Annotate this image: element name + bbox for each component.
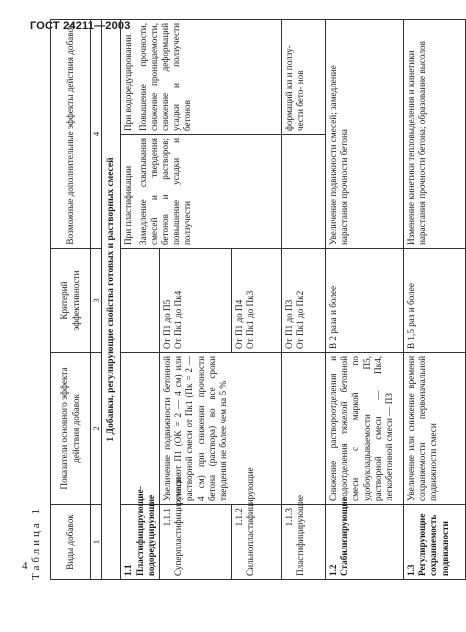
extra-effect-tail bbox=[282, 19, 326, 134]
section-row bbox=[102, 19, 121, 579]
criterion-cell bbox=[282, 249, 326, 353]
criterion-cell: В 2 раза и более bbox=[326, 249, 404, 353]
criterion-mortar: От Пк1 до Пк4 bbox=[173, 290, 184, 349]
table-caption: Таблица 1 bbox=[30, 505, 42, 580]
cell-empty bbox=[282, 135, 326, 249]
rotated-table-block bbox=[30, 20, 450, 580]
criterion-cell: В 1,5 раз и более bbox=[404, 249, 466, 353]
page-number: 4 bbox=[22, 560, 28, 572]
extra-effect-plasticization bbox=[121, 135, 282, 249]
cell-empty bbox=[121, 249, 160, 353]
group-type: 1.2 Стабилизирующие bbox=[326, 505, 404, 580]
table-row bbox=[282, 19, 326, 579]
table-row bbox=[404, 19, 466, 579]
criterion-cell bbox=[160, 249, 232, 353]
group-type: 1.3 Регулирующие сохраняемость подвижности bbox=[404, 505, 466, 580]
cell-empty bbox=[282, 353, 326, 505]
column-number: 3 bbox=[91, 249, 102, 353]
header-extra-effects: Возможные дополнительные эффекты действия добавок bbox=[51, 19, 91, 248]
column-number: 4 bbox=[91, 19, 102, 248]
criterion-concrete: От П1 до П4 bbox=[234, 299, 245, 349]
criterion-cell bbox=[232, 249, 282, 353]
extra-effect-text: Замедление схватывания смесей и твердения бетонов и растворов; повышение усадки и ползучести bbox=[137, 138, 193, 245]
extra-effect-heading: При пластификации bbox=[123, 165, 134, 245]
document-header: ГОСТ 24211—2003 bbox=[30, 20, 131, 32]
extra-effect-water-reduction bbox=[121, 19, 282, 134]
extra-effect-tail-line: ки и ползу- bbox=[284, 45, 295, 90]
criterion-mortar: От Пк1 до Пк2 bbox=[295, 290, 306, 349]
main-effect-text: Снижение раствороотделения и водоотделения тяжелой бетонной смеси с маркой по удобоукладываемости П5, растворной смеси — Пк4, легкобетонной смеси — П3 bbox=[326, 353, 404, 505]
header-criterion: Критерий эффективности bbox=[51, 249, 91, 353]
group-type: 1.1 Пластифицирующие-водоредуцирующие bbox=[121, 505, 160, 580]
criterion-mortar: От Пк1 до Пк3 bbox=[245, 290, 256, 349]
extra-effect-tail-line: нов bbox=[295, 70, 306, 85]
criterion-concrete: От П1 до П5 bbox=[162, 299, 173, 349]
extra-effect-tail-line: формаций bbox=[284, 91, 295, 131]
extra-effect-text: Повышение прочности, снижение проницаемости, снижение деформаций усадки и ползучести бетонов bbox=[137, 22, 193, 131]
subtype-name: 1.1.1 Суперпластифицирующие bbox=[160, 505, 232, 580]
main-effect-text: Увеличение или снижение времени сохраняемости первоначальной подвижности смеси bbox=[404, 353, 466, 505]
cell-empty bbox=[121, 353, 160, 505]
subtype-name: 1.1.3 Пластифицирующие bbox=[282, 505, 326, 580]
extra-effect-tail-line: чести бето- bbox=[295, 86, 306, 131]
table-row bbox=[121, 19, 160, 579]
extra-effect-heading: При водоредуцировании bbox=[123, 34, 134, 131]
additives-table bbox=[50, 19, 466, 580]
section-title: 1 Добавки, регулирующие свойства готовых и растворных смесей bbox=[102, 19, 121, 579]
extra-effect-text: Изменение кинетики тепловыделения и кинетики нарастания прочности бетона; образование высолов bbox=[404, 19, 466, 248]
column-number: 2 bbox=[91, 353, 102, 505]
column-number: 1 bbox=[91, 505, 102, 580]
column-number-row bbox=[91, 19, 102, 579]
table-header-row bbox=[51, 19, 91, 579]
extra-effect-text: Увеличение подвижности смесей; замедление нарастания прочности бетона bbox=[326, 19, 404, 248]
criterion-concrete: От П1 до П3 bbox=[284, 299, 295, 349]
main-effect-text: Увеличение подвижности бетонной смеси от П1 (ОК = 2 — 4 см) или растворной смеси от Пк1 (Пк = 2 — 4 см) при снижении прочности бетона (раствора) во все сроки твердения не более чем на 5 % bbox=[160, 353, 282, 505]
header-main-effect: Показатели основного эффекта действия добавок bbox=[51, 353, 91, 505]
header-additive-type: Виды добавок bbox=[51, 505, 91, 580]
table-row bbox=[326, 19, 404, 579]
subtype-name: 1.1.2 Сильнопластифицирующие bbox=[232, 505, 282, 580]
